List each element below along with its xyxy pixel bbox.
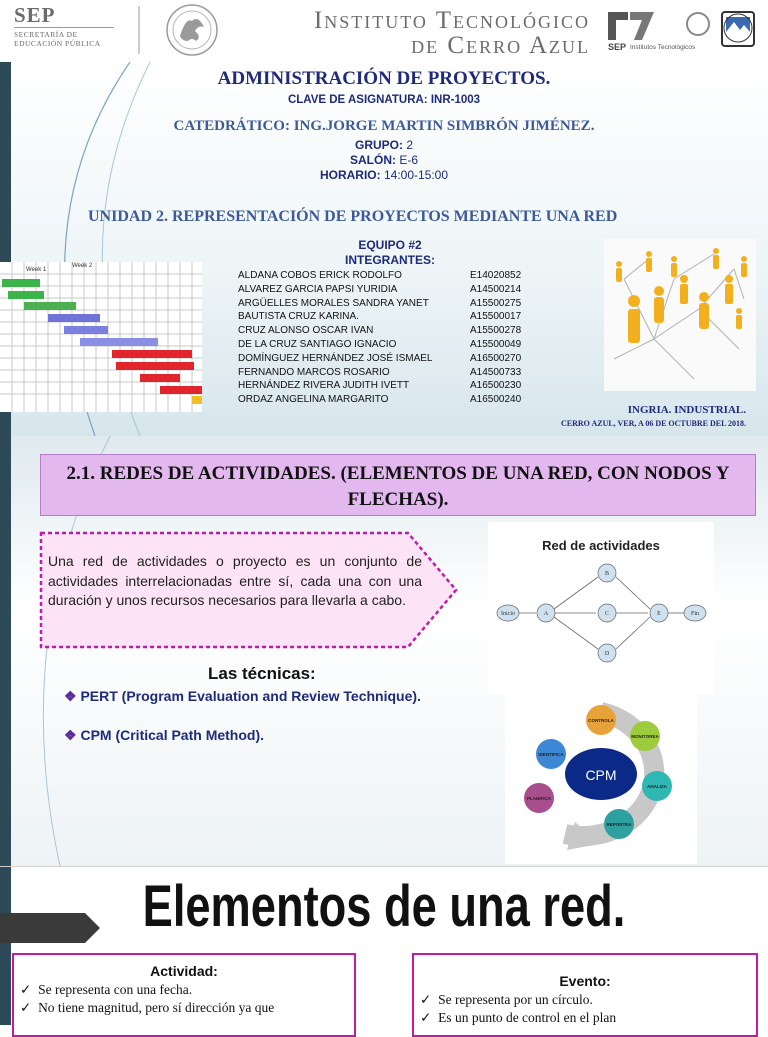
member-name: FERNANDO MARCOS ROSARIO [238, 366, 390, 378]
activity-item-1-text: Se representa con una fecha. [38, 982, 193, 997]
sep-logo-title: SEP [14, 3, 56, 27]
member-name: BAUTISTA CRUZ KARINA. [238, 311, 359, 323]
sep-logo-sub2: EDUCACIÓN PÚBLICA [14, 39, 101, 48]
network-graph [488, 562, 714, 692]
member-id: A15500049 [470, 338, 522, 350]
professor: CATEDRÁTICO: ING.JORGE MARTIN SIMBRÓN JIMÉNEZ. [173, 118, 595, 134]
node-a: A [543, 611, 549, 617]
techniques-title: Las técnicas: [208, 664, 316, 683]
member-row [238, 366, 538, 380]
cpm-step-analiza: ANALIZA [647, 784, 667, 789]
sep-logo-sub1: SECRETARÍA DE [14, 30, 78, 39]
activity-item-1: ✓ Se representa con una fecha. [20, 982, 193, 997]
member-id: A16500240 [470, 394, 522, 406]
event-item-2: ✓ Es un punto de control en el plan [420, 1010, 617, 1025]
members-label: INTEGRANTES: [345, 253, 435, 267]
unit-title: UNIDAD 2. REPRESENTACIÓN DE PROYECTOS MEDIANTE UNA RED [88, 208, 618, 225]
member-row [238, 269, 538, 283]
activity-box [12, 953, 356, 1037]
member-id: A16500270 [470, 352, 522, 364]
member-name: ARGÜELLES MORALES SANDRA YANET [238, 297, 429, 309]
grupo-line [0, 138, 768, 152]
activity-title: Actividad: [150, 963, 218, 979]
member-row [238, 297, 538, 311]
activity-item-2: ✓ No tiene magnitud, pero sí dirección ya que [20, 1000, 275, 1015]
member-id: A16500230 [470, 380, 522, 392]
salon-line [0, 153, 768, 167]
member-id: A15500017 [470, 311, 522, 323]
elements-title: Elementos de una red. [142, 874, 626, 939]
node-inicio: Inicio [501, 611, 515, 617]
member-name: ALDANA COBOS ERICK RODOLFO [238, 270, 402, 281]
course-code: CLAVE DE ASIGNATURA: INR-1003 [287, 94, 481, 106]
member-name: CRUZ ALONSO OSCAR IVAN [238, 325, 374, 337]
settings-gear-icon [686, 12, 710, 36]
team-label: EQUIPO #2 [358, 238, 422, 252]
slide-title: ADMINISTRACIÓN DE PROYECTOS. [217, 68, 551, 89]
event-item-2-text: Es un punto de control en el plan [438, 1010, 617, 1025]
member-name: DOMÍNGUEZ HERNÁNDEZ JOSÉ ISMAEL [238, 352, 433, 364]
member-row [238, 393, 538, 407]
date-line: CERRO AZUL, VER, A 06 DE OCTUBRE DEL 2018. [561, 419, 746, 428]
institute-name [228, 8, 590, 58]
cpm-step-identifica: IDENTIFICA [538, 752, 564, 757]
tecnm-sub: Institutos Tecnológicos [630, 44, 696, 51]
member-id: A15500275 [470, 297, 522, 309]
technique-cpm-label: CPM (Critical Path Method). [80, 727, 265, 743]
section-heading: 2.1. REDES DE ACTIVIDADES. (ELEMENTOS DE UNA RED, CON NODOS Y FLECHAS). [40, 454, 756, 516]
institute-line2: de Cerro Azul [411, 32, 590, 59]
title-slide [0, 62, 768, 436]
member-id: A14500214 [470, 283, 522, 295]
itca-emblem-icon [718, 8, 758, 54]
diamond-bullet-icon: ❖ [64, 727, 77, 743]
gantt-week2: Week 2 [72, 263, 93, 269]
people-network-image [604, 239, 756, 391]
cpm-step-planifica: PLANIFICA [527, 796, 551, 801]
activity-item-2-text: No tiene magnitud, pero sí dirección ya que [38, 1000, 275, 1015]
node-fin: Fin [690, 611, 700, 617]
event-box [412, 953, 758, 1037]
tecnm-label: SEP [608, 42, 627, 52]
member-row [238, 324, 538, 338]
member-name: HERNÁNDEZ RIVERA JUDITH IVETT [238, 380, 410, 392]
node-b: B [604, 571, 610, 577]
member-row [238, 338, 538, 352]
node-d: D [604, 651, 610, 657]
diamond-bullet-icon: ❖ [64, 688, 77, 704]
sep-logo [14, 4, 114, 48]
cpm-step-monitorea: MONITOREA [631, 734, 659, 739]
cpm-step-controla: CONTROLA [588, 718, 614, 723]
grupo-label: GRUPO: [354, 138, 403, 152]
gantt-week1: Week 1 [26, 267, 47, 273]
member-row [238, 283, 538, 297]
member-id: E14020852 [470, 270, 522, 281]
mexico-seal-icon [152, 3, 232, 57]
cpm-center: CPM [585, 767, 617, 783]
member-row [238, 352, 538, 366]
career: INGRIA. INDUSTRIAL. [627, 404, 746, 416]
gantt-chart-image [0, 262, 202, 412]
horario-label: HORARIO: [319, 168, 381, 182]
node-c: C [604, 611, 610, 617]
technique-cpm [64, 727, 264, 744]
grupo-value: 2 [402, 138, 413, 152]
cpm-step-reportea: REPORTEA [606, 822, 632, 827]
node-e: E [657, 611, 661, 617]
tecnm-logo-icon [606, 10, 656, 42]
horario-value: 14:00-15:00 [380, 168, 449, 182]
institution-header [0, 0, 768, 63]
member-name: ALVAREZ GARCIA PAPSI YURIDIA [238, 283, 398, 295]
elements-slide [0, 866, 768, 1025]
member-id: A14500733 [470, 366, 522, 378]
networks-slide [0, 436, 768, 866]
definition-text: Una red de actividades o proyecto es un conjunto de actividades interrelacionadas entre sí, cada una con una duración y unos recursos necesarios para llevarla a cabo. [48, 553, 422, 608]
event-title: Evento: [559, 973, 611, 989]
event-item-1: ✓ Se representa por un círculo. [420, 992, 593, 1007]
member-row [238, 310, 538, 324]
technique-pert-label: PERT (Program Evaluation and Review Technique). [80, 688, 421, 704]
member-name: DE LA CRUZ SANTIAGO IGNACIO [238, 338, 397, 350]
technique-pert [64, 688, 421, 705]
horario-line [0, 168, 768, 182]
event-item-1-text: Se representa por un círculo. [438, 992, 593, 1007]
salon-label: SALÓN: [349, 153, 396, 167]
member-row [238, 379, 538, 393]
members-list [238, 269, 538, 407]
salon-value: E-6 [395, 153, 418, 167]
member-name: ORDAZ ANGELINA MARGARITO [238, 394, 389, 406]
network-title: Red de actividades [542, 538, 660, 553]
cpm-cycle-image [505, 694, 697, 864]
member-id: A15500278 [470, 325, 522, 337]
institute-line1: Instituto Tecnológico [313, 7, 590, 34]
network-diagram [488, 522, 714, 694]
